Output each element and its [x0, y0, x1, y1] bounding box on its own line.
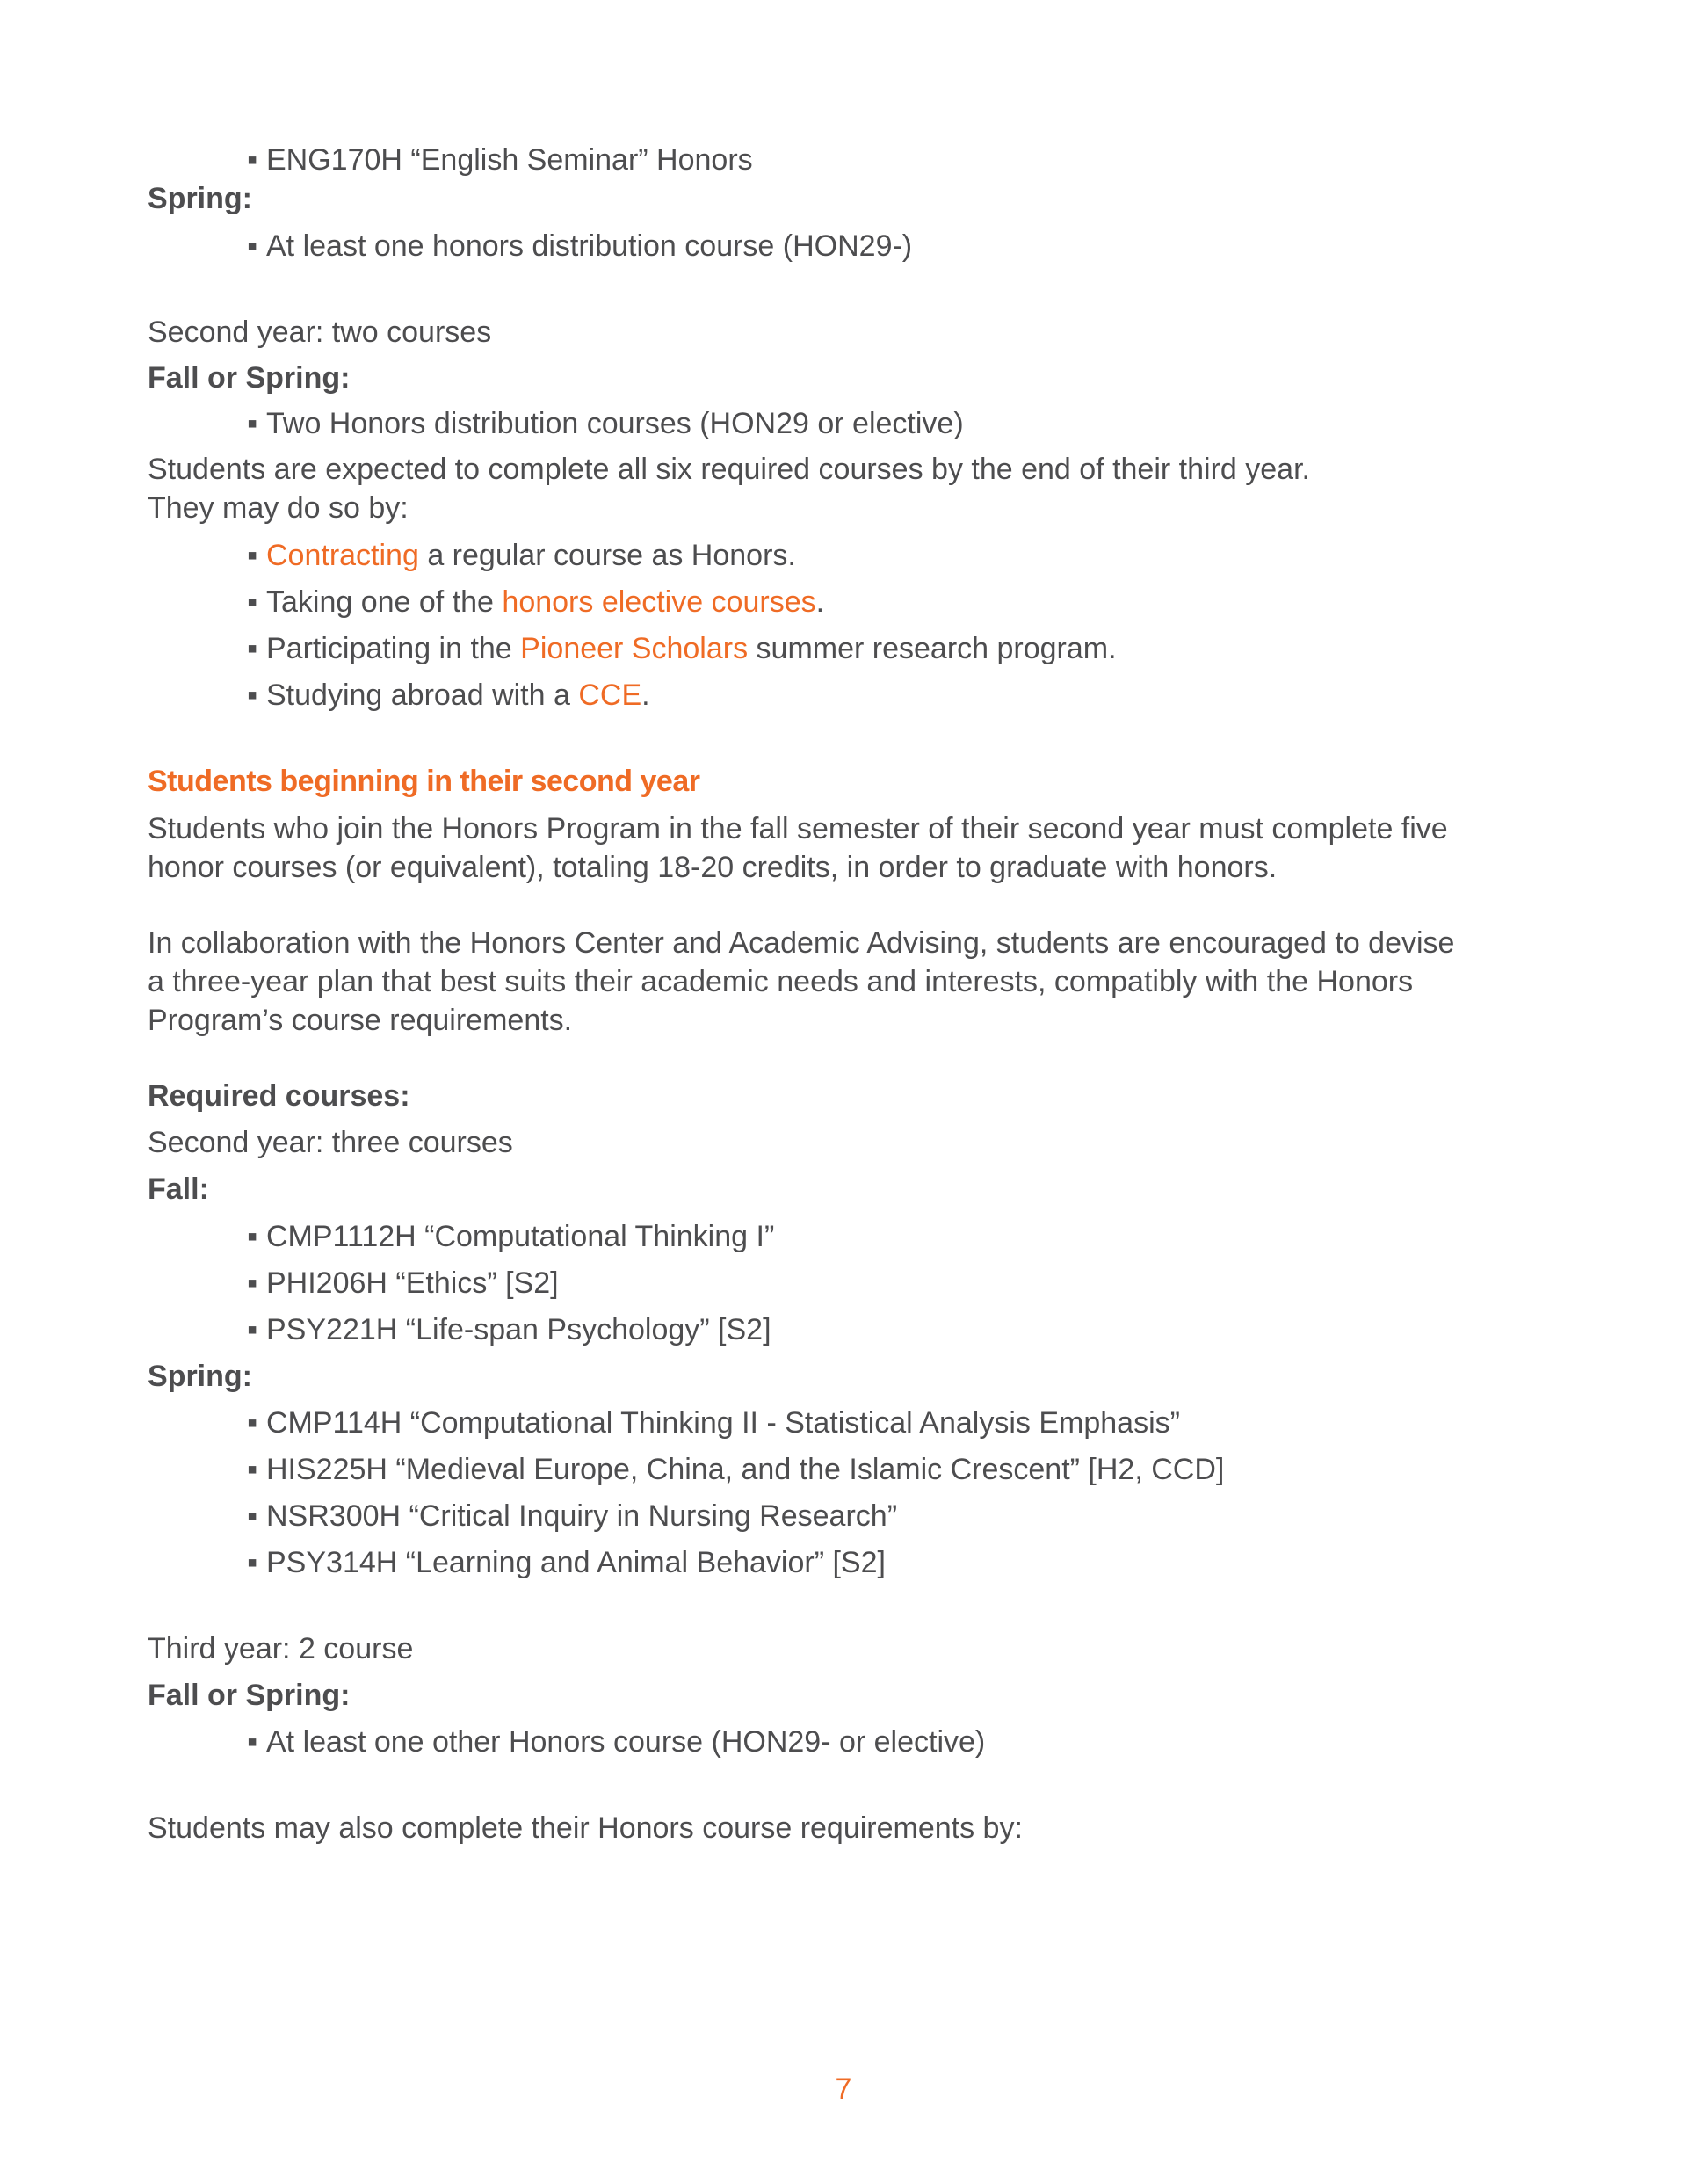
bullet-icon: ▪	[247, 1546, 258, 1579]
course-list-item	[148, 141, 1553, 179]
bullet-icon: ▪	[247, 632, 258, 665]
course-text: CMP114H “Computational Thinking II - Statistical Analysis Emphasis”	[266, 1406, 1180, 1440]
course-list-item	[148, 1310, 1553, 1349]
bullet-icon: ▪	[247, 1453, 258, 1486]
course-list-item	[148, 1450, 1553, 1489]
year-title: Third year: 2 course	[148, 1632, 414, 1665]
course-list-item	[148, 227, 1553, 265]
course-text: PSY221H “Life-span Psychology” [S2]	[266, 1313, 771, 1346]
bullet-icon: ▪	[247, 1220, 258, 1253]
contracting-link[interactable]: Contracting	[266, 539, 419, 572]
bullet-icon: ▪	[247, 1313, 258, 1346]
course-list-item	[148, 1723, 1553, 1761]
course-list-item	[148, 1497, 1553, 1535]
course-text: CMP1112H “Computational Thinking I”	[266, 1220, 775, 1253]
bullet-icon: ▪	[247, 1499, 258, 1533]
paragraph-line: honor courses (or equivalent), totaling 18-20 credits, in order to graduate with honors.	[148, 851, 1278, 884]
course-list-item	[148, 1404, 1553, 1442]
honors-elective-courses-link[interactable]: honors elective courses	[502, 585, 816, 619]
option-list-item: ▪ Contracting a regular course as Honors.	[148, 536, 1553, 575]
paragraph-line: In collaboration with the Honors Center and Academic Advising, students are encouraged to devise	[148, 926, 1455, 960]
bullet-icon: ▪	[247, 1725, 258, 1759]
bullet-icon: ▪	[247, 585, 258, 619]
year-title: Second year: two courses	[148, 316, 492, 349]
course-text: ENG170H “English Seminar” Honors	[266, 143, 753, 177]
option-list-item: ▪ Taking one of the honors elective courses.	[148, 583, 1553, 621]
course-list-item	[148, 404, 1553, 443]
expectation-line: They may do so by:	[148, 491, 409, 525]
bullet-icon: ▪	[247, 1406, 258, 1440]
closing-line: Students may also complete their Honors course requirements by:	[148, 1811, 1023, 1845]
bullet-icon: ▪	[247, 407, 258, 440]
bullet-icon: ▪	[247, 1266, 258, 1300]
paragraph-line: Students who join the Honors Program in the fall semester of their second year must complete five	[148, 812, 1448, 845]
term-label-spring: Spring:	[148, 1360, 252, 1393]
course-text: NSR300H “Critical Inquiry in Nursing Research”	[266, 1499, 898, 1533]
term-label-fall: Fall:	[148, 1172, 209, 1206]
course-list-item	[148, 1543, 1553, 1582]
course-text: HIS225H “Medieval Europe, China, and the Islamic Crescent” [H2, CCD]	[266, 1453, 1225, 1486]
course-text: Two Honors distribution courses (HON29 or elective)	[266, 407, 964, 440]
course-text: At least one honors distribution course (HON29-)	[266, 229, 913, 263]
course-text: PSY314H “Learning and Animal Behavior” [S2]	[266, 1546, 886, 1579]
option-list-item: ▪ Participating in the Pioneer Scholars summer research program.	[148, 629, 1553, 668]
document-page	[148, 141, 1553, 1847]
bullet-icon: ▪	[247, 678, 258, 712]
year-title: Second year: three courses	[148, 1126, 513, 1159]
option-list-item: ▪ Studying abroad with a CCE.	[148, 676, 1553, 715]
course-text: PHI206H “Ethics” [S2]	[266, 1266, 559, 1300]
page-number: 7	[835, 2072, 852, 2106]
cce-link[interactable]: CCE	[578, 678, 642, 712]
bullet-icon: ▪	[247, 143, 258, 177]
bullet-icon: ▪	[247, 539, 258, 572]
course-list-item	[148, 1264, 1553, 1302]
paragraph-line: a three-year plan that best suits their academic needs and interests, compatibly with the Honors	[148, 965, 1414, 998]
course-text: At least one other Honors course (HON29- or elective)	[266, 1725, 986, 1759]
term-label-fall-or-spring: Fall or Spring:	[148, 361, 351, 395]
expectation-line: Students are expected to complete all six required courses by the end of their third year.	[148, 453, 1310, 486]
term-label-spring: Spring:	[148, 182, 252, 215]
paragraph-line: Program’s course requirements.	[148, 1004, 573, 1037]
section-heading: Students beginning in their second year	[148, 765, 700, 798]
term-label-fall-or-spring: Fall or Spring:	[148, 1679, 351, 1712]
required-courses-label: Required courses:	[148, 1079, 410, 1113]
course-list-item	[148, 1217, 1553, 1256]
bullet-icon: ▪	[247, 229, 258, 263]
pioneer-scholars-link[interactable]: Pioneer Scholars	[520, 632, 749, 665]
